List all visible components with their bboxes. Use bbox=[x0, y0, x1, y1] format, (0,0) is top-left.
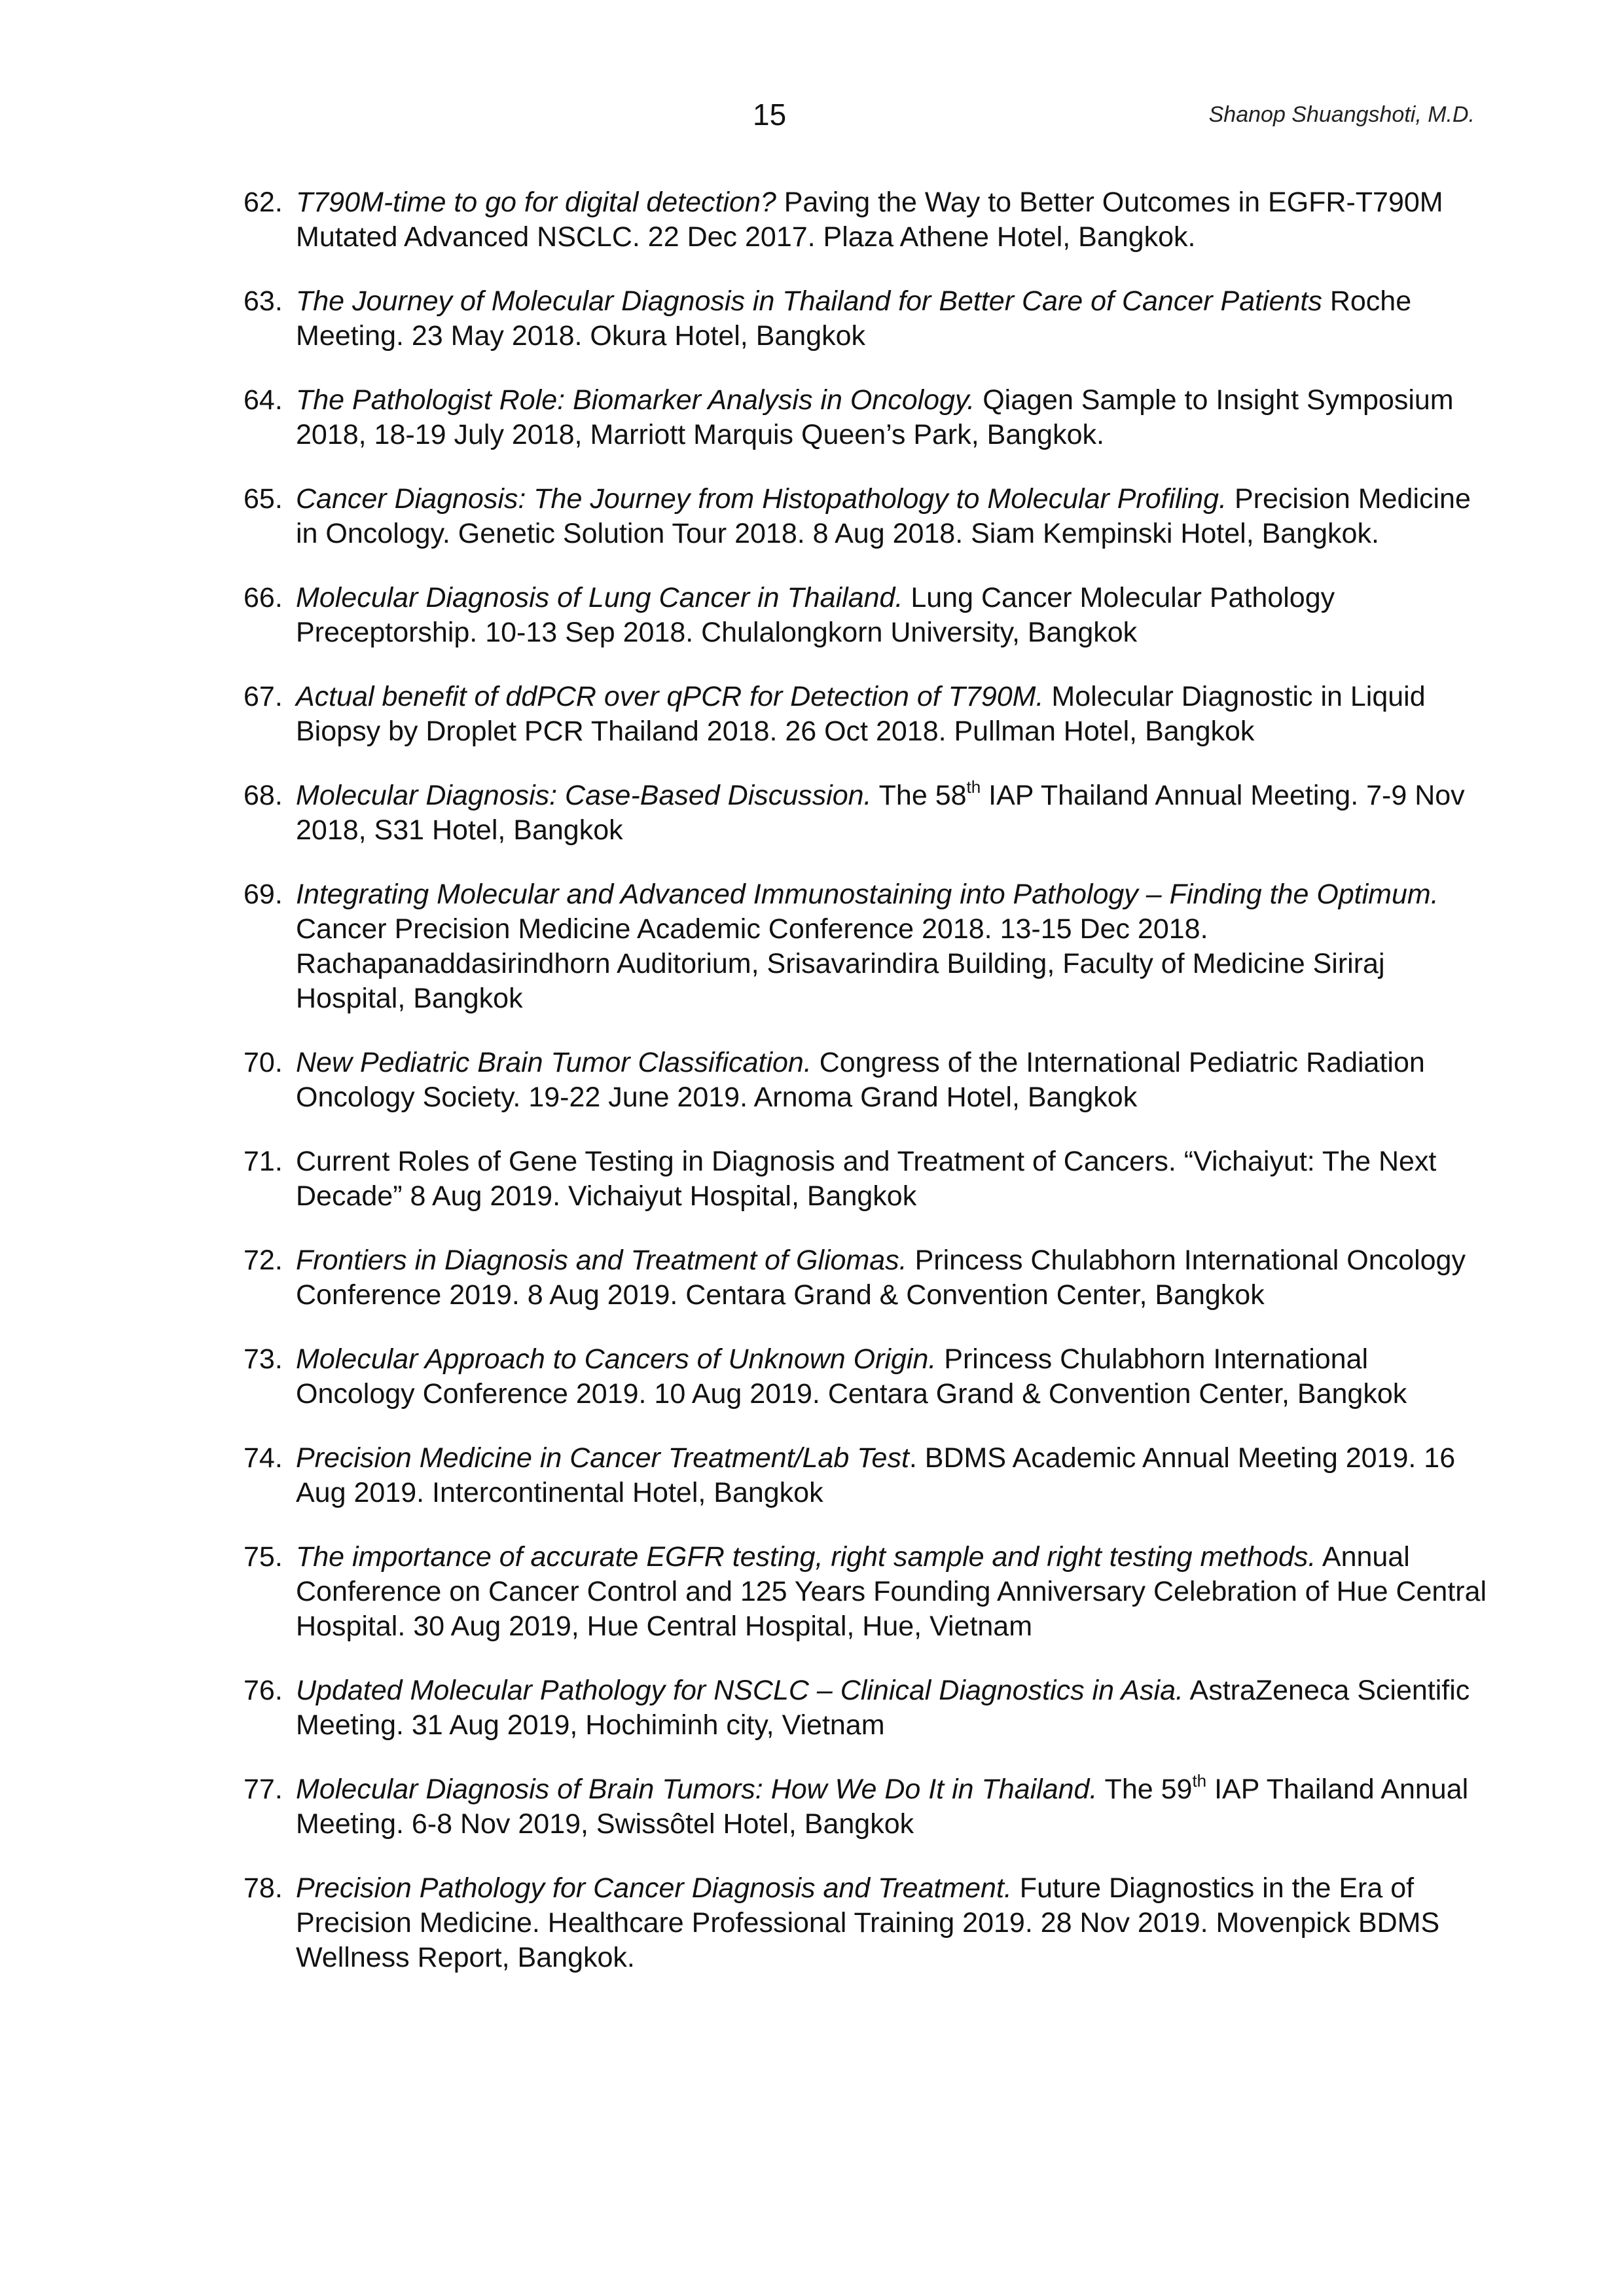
item-number: 62. bbox=[244, 187, 283, 218]
item-details: Molecular Diagnostic in Liquid Biopsy by Droplet PCR Thailand 2018. 26 Oct 2018. Pullman Hotel, Bangkok bbox=[296, 681, 1426, 747]
item-details-cont: IAP Thailand Annual Meeting. 7-9 Nov 2018, S31 Hotel, Bangkok bbox=[296, 780, 1465, 846]
item-number: 68. bbox=[244, 780, 283, 811]
item-number: 71. bbox=[244, 1146, 283, 1177]
item-details: Lung Cancer Molecular Pathology Preceptorship. 10-13 Sep 2018. Chulalongkorn University, Bangkok bbox=[296, 582, 1335, 648]
item-number: 73. bbox=[244, 1343, 283, 1375]
item-details: Paving the Way to Better Outcomes in EGFR-T790M Mutated Advanced NSCLC. 22 Dec 2017. Plaza Athene Hotel, Bangkok. bbox=[296, 187, 1443, 253]
item-number: 63. bbox=[244, 285, 283, 317]
item-title: Cancer Diagnosis: The Journey from Histopathology to Molecular Profiling. bbox=[296, 483, 1227, 515]
item-title: T790M-time to go for digital detection? bbox=[296, 187, 776, 218]
item-details: Current Roles of Gene Testing in Diagnosis and Treatment of Cancers. “Vichaiyut: The Next Decade” 8 Aug 2019. Vichaiyut Hospital, Bangkok bbox=[296, 1146, 1437, 1212]
item-number: 66. bbox=[244, 582, 283, 613]
item-details: Annual Conference on Cancer Control and 125 Years Founding Anniversary Celebration of Hue Central Hospital. 30 Aug 2019, Hue Central Hospital, Hue, Vietnam bbox=[296, 1541, 1487, 1642]
ordinal-suffix: th bbox=[1192, 1771, 1207, 1791]
list-item bbox=[244, 284, 1487, 354]
item-details: Cancer Precision Medicine Academic Conference 2018. 13-15 Dec 2018. Rachapanaddasirindhorn Auditorium, Srisavarindira Building, Faculty of Medicine Siriraj Hospital, Bangkok bbox=[296, 913, 1385, 1014]
item-title: Molecular Diagnosis of Lung Cancer in Thailand. bbox=[296, 582, 903, 613]
item-details: Princess Chulabhorn International Oncology Conference 2019. 10 Aug 2019. Centara Grand & Convention Center, Bangkok bbox=[296, 1343, 1407, 1410]
item-details: Future Diagnostics in the Era of Precision Medicine. Healthcare Professional Training 2019. 28 Nov 2019. Movenpick BDMS Wellness Report, Bangkok. bbox=[296, 1872, 1440, 1973]
presentation-list bbox=[244, 185, 1487, 2005]
item-details: Precision Medicine in Oncology. Genetic Solution Tour 2018. 8 Aug 2018. Siam Kempinski Hotel, Bangkok. bbox=[296, 483, 1471, 549]
item-number: 69. bbox=[244, 879, 283, 910]
item-number: 75. bbox=[244, 1541, 283, 1573]
list-item bbox=[244, 1673, 1487, 1743]
running-head-author: Shanop Shuangshoti, M.D. bbox=[1208, 102, 1475, 127]
ordinal-suffix: th bbox=[966, 777, 981, 797]
list-item bbox=[244, 1046, 1487, 1115]
item-details: Roche Meeting. 23 May 2018. Okura Hotel, Bangkok bbox=[296, 285, 1412, 352]
item-details: Princess Chulabhorn International Oncology Conference 2019. 8 Aug 2019. Centara Grand & Convention Center, Bangkok bbox=[296, 1245, 1466, 1311]
list-item bbox=[244, 1540, 1487, 1644]
item-details: The 58 bbox=[871, 780, 967, 811]
item-details: AstraZeneca Scientific Meeting. 31 Aug 2019, Hochiminh city, Vietnam bbox=[296, 1675, 1470, 1741]
list-item bbox=[244, 581, 1487, 650]
item-title: Molecular Diagnosis of Brain Tumors: How We Do It in Thailand. bbox=[296, 1774, 1098, 1805]
item-title: Frontiers in Diagnosis and Treatment of Gliomas. bbox=[296, 1245, 907, 1276]
list-item bbox=[244, 778, 1487, 848]
item-details: Congress of the International Pediatric Radiation Oncology Society. 19-22 June 2019. Arnoma Grand Hotel, Bangkok bbox=[296, 1047, 1425, 1113]
page-number: 15 bbox=[753, 98, 787, 132]
item-title: Molecular Diagnosis: Case-Based Discussion. bbox=[296, 780, 872, 811]
list-item bbox=[244, 877, 1487, 1016]
item-title: The importance of accurate EGFR testing, right sample and right testing methods. bbox=[296, 1541, 1316, 1573]
list-item bbox=[244, 482, 1487, 551]
item-title: The Journey of Molecular Diagnosis in Thailand for Better Care of Cancer Patients bbox=[296, 285, 1322, 317]
item-details-cont: IAP Thailand Annual Meeting. 6-8 Nov 2019, Swissôtel Hotel, Bangkok bbox=[296, 1774, 1469, 1840]
list-item bbox=[244, 1342, 1487, 1412]
item-number: 78. bbox=[244, 1872, 283, 1904]
list-item bbox=[244, 1871, 1487, 1975]
item-number: 64. bbox=[244, 384, 283, 416]
item-title: Updated Molecular Pathology for NSCLC – Clinical Diagnostics in Asia. bbox=[296, 1675, 1183, 1706]
item-title: The Pathologist Role: Biomarker Analysis in Oncology. bbox=[296, 384, 975, 416]
list-item bbox=[244, 1144, 1487, 1214]
item-number: 72. bbox=[244, 1245, 283, 1276]
item-title: Molecular Approach to Cancers of Unknown Origin. bbox=[296, 1343, 937, 1375]
list-item bbox=[244, 185, 1487, 255]
item-title: Integrating Molecular and Advanced Immunostaining into Pathology – Finding the Optimum. bbox=[296, 879, 1439, 910]
item-title: New Pediatric Brain Tumor Classification. bbox=[296, 1047, 812, 1078]
item-title: Actual benefit of ddPCR over qPCR for Detection of T790M. bbox=[296, 681, 1044, 712]
list-item bbox=[244, 1243, 1487, 1313]
item-number: 77. bbox=[244, 1774, 283, 1805]
list-item bbox=[244, 1441, 1487, 1510]
item-details: Qiagen Sample to Insight Symposium 2018, 18-19 July 2018, Marriott Marquis Queen’s Park, Bangkok. bbox=[296, 384, 1454, 450]
item-title: Precision Medicine in Cancer Treatment/Lab Test bbox=[296, 1442, 909, 1474]
item-details: The 59 bbox=[1097, 1774, 1193, 1805]
list-item bbox=[244, 1772, 1487, 1842]
item-number: 70. bbox=[244, 1047, 283, 1078]
item-number: 76. bbox=[244, 1675, 283, 1706]
item-number: 74. bbox=[244, 1442, 283, 1474]
item-number: 65. bbox=[244, 483, 283, 515]
item-number: 67. bbox=[244, 681, 283, 712]
list-item bbox=[244, 680, 1487, 749]
item-title: Precision Pathology for Cancer Diagnosis and Treatment. bbox=[296, 1872, 1012, 1904]
item-details: . BDMS Academic Annual Meeting 2019. 16 Aug 2019. Intercontinental Hotel, Bangkok bbox=[296, 1442, 1456, 1508]
list-item bbox=[244, 383, 1487, 452]
